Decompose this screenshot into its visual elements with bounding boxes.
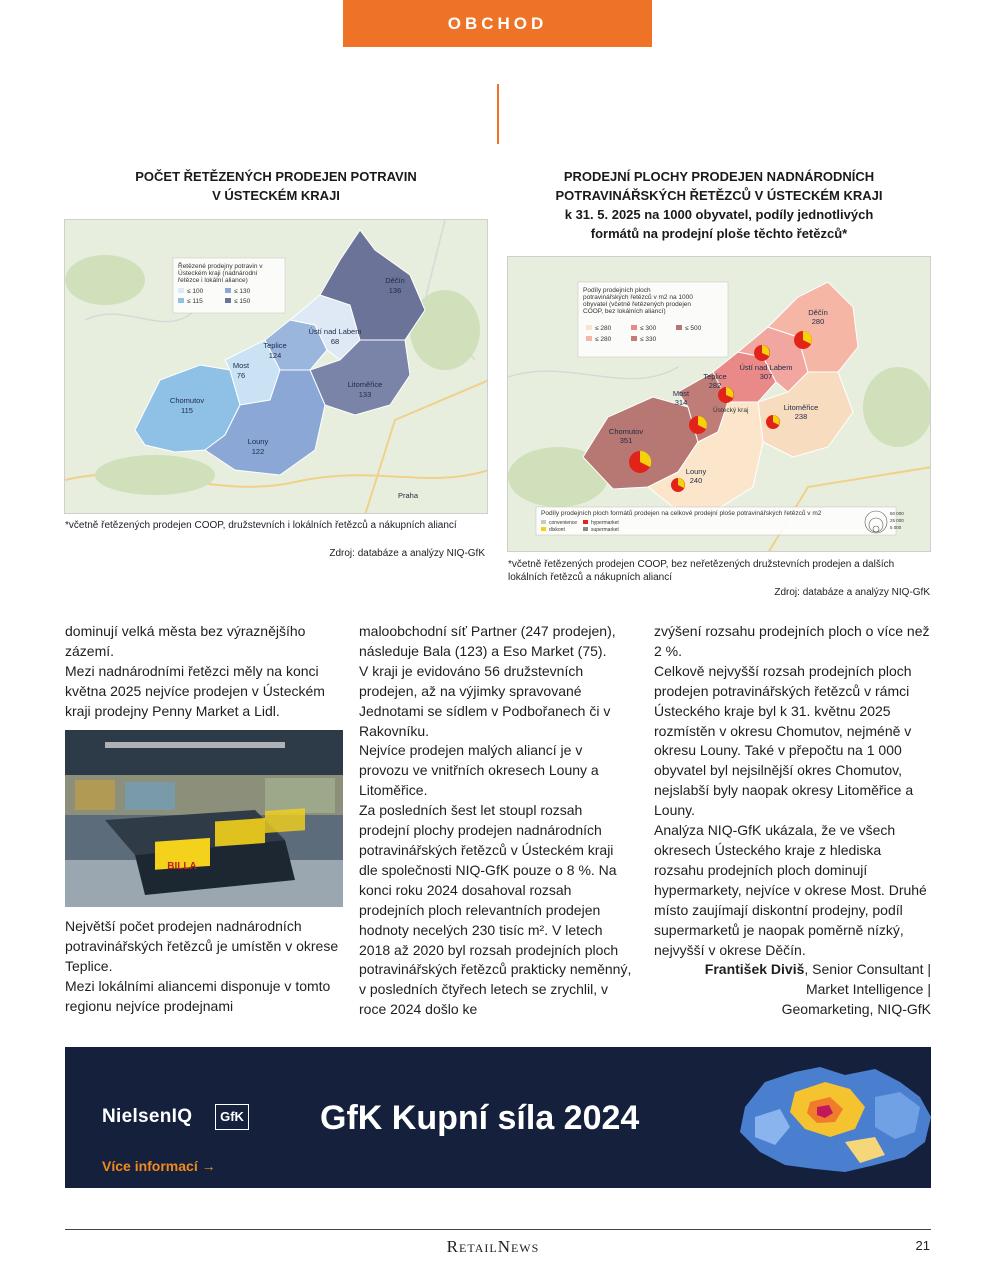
map-right-label-most: Most — [672, 389, 690, 398]
article-col-2: maloobchodní síť Partner (247 prodejen), následuje Bala (123) a Eso Market (75). V kraji je evidováno 56 družstevních prodejen, až na výjimky spravované Jednotami se sídlem v Podbořanech či v Rakovníku. Nejvíce prodejen malých aliancí je v provozu ve vnitřních okresech Louny a Litoměřice. Za posledních šest let stoupl rozsah prodejní plochy prodejen nadnárodních potravinářských řetězců v Ústeckém kraji dle společnosti NIQ-GfK pouze o 8 %. Na konci roku 2024 dosahoval rozsah prodejních ploch relevantních prodejen hodnoty necelých 230 tisíc m². V letech 2018 až 2020 byl rozsah prodejních ploch potravinářských řetězců prakticky neměnný, v posledních čtyřech letech se zrychlil, v roce 2024 došlo ke — [359, 623, 632, 1018]
map-right-value-teplice: 282 — [708, 381, 722, 390]
figure-left-caption: *včetně řetězených prodejen COOP, družstevních i lokálních řetězců a nákupních aliancí — [65, 520, 457, 531]
map-left-legend — [173, 258, 285, 313]
map-right-value-most: 314 — [674, 398, 688, 407]
map-right-label-louny: Louny — [685, 467, 707, 476]
map-right-bottom-legend — [536, 507, 904, 535]
figure-left-source: Zdroj: databáze a analýzy NIQ-GfK — [329, 548, 485, 559]
map-left-value-decin: 136 — [388, 286, 402, 295]
figure-right-caption: *včetně řetězených prodejen COOP, bez neřetězených družstevních prodejen a dalších lokálních řetězců a nákupních aliancí — [508, 559, 895, 583]
footer-magazine-name: RetailNews — [446, 1237, 540, 1256]
author-name: František Diviš — [704, 961, 805, 978]
size-legend-item: 25 000 — [890, 518, 904, 523]
article-col-3 — [654, 622, 931, 1020]
ad-more-link[interactable]: Více informací → — [102, 1158, 216, 1174]
legend-item: ≤ 100 — [187, 288, 204, 295]
legend-item: ≤ 280 — [595, 325, 612, 332]
bottom-legend-item: convenience — [549, 520, 578, 526]
figure-left-title — [65, 167, 487, 205]
map-left-label-chomutov: Chomutov — [169, 396, 205, 405]
legend-title-line: Řetězené prodejny potravin v — [178, 263, 263, 270]
legend-item: ≤ 150 — [234, 298, 251, 305]
map-right-label-litomerice: Litoměřice — [783, 403, 819, 412]
legend-title-line: potravinářských řetězců v m2 na 1000 — [583, 294, 693, 301]
ad-headline: GfK Kupní síla 2024 — [320, 1099, 640, 1137]
article-col-1-top: dominují velká města bez výraznějšího zázemí. Mezi nadnárodními řetězci měly na konci května 2025 nejvíce prodejen v Ústeckém kraji prodejny Penny Market a Lidl. — [65, 623, 325, 719]
size-legend-item: 5 000 — [890, 525, 902, 530]
map-left-label-decin: Děčín — [385, 276, 405, 285]
divider-line — [497, 84, 499, 144]
legend-item: ≤ 130 — [234, 288, 251, 295]
figure-left-title-line: V ÚSTECKÉM KRAJI — [212, 188, 340, 203]
legend-title-line: COOP, bez lokálních aliancí) — [583, 308, 666, 315]
legend-item: ≤ 500 — [685, 325, 702, 332]
store-photo — [65, 730, 343, 907]
figure-right-title — [508, 167, 930, 243]
page-number: 21 — [915, 1238, 930, 1253]
figure-right-title-line: POTRAVINÁŘSKÝCH ŘETĚZCŮ V ÚSTECKÉM KRAJI — [555, 188, 883, 203]
photo-sign: BILLA — [167, 861, 197, 872]
map-right-label-usti: Ústí nad Labem — [739, 363, 793, 372]
legend-item: ≤ 115 — [187, 298, 203, 305]
figure-right-title-line: formátů na prodejní ploše těchto řetězců* — [590, 226, 848, 241]
ad-map-graphic — [725, 1047, 931, 1188]
map-left-label-usti: Ústí nad Labem — [308, 327, 362, 336]
bottom-legend-title: Podíly prodejních ploch formátů prodejen na celkové prodejní ploše potravinářských řetězců v m2 — [541, 510, 822, 517]
article-col-3-text: zvýšení rozsahu prodejních ploch o více než 2 %. Celkově nejvyšší rozsah prodejních ploch prodejen potravinářských řetězců v rámci Ústeckého kraje byl k 31. květnu 2025 rozmístěn v okresu Chomutov, nejméně v okresu Louny. Také v přepočtu na 1 000 obyvatel byl nejsilnější okres Chomutov, nejslabší byly naopak okresy Litoměřice a Louny. Analýza NIQ-GfK ukázala, že ve všech okresech Ústeckého kraje z hlediska rozsahu prodejních ploch dominují hypermarkety, nejvíce v okrese Most. Druhé místo zaujímají diskontní prodejny, podíl supermarketů je naopak poměrně nízký, nejvyšší v okrese Děčín. — [654, 623, 930, 958]
legend-title-line: Ústeckém kraji (nadnárodní — [178, 270, 258, 277]
bottom-legend-item: supermarket — [591, 527, 619, 533]
figure-right-title-line: PRODEJNÍ PLOCHY PRODEJEN NADNÁRODNÍCH — [563, 169, 875, 184]
map-left-value-litomerice: 133 — [358, 390, 372, 399]
legend-item: ≤ 330 — [640, 336, 657, 343]
map-left-label-litomerice: Litoměřice — [347, 380, 383, 389]
bottom-legend-item: diskont — [549, 527, 565, 533]
map-left-city: Praha — [397, 491, 419, 500]
map-left-value-most: 76 — [236, 371, 246, 380]
figure-right-title-line: k 31. 5. 2025 na 1000 obyvatel, podíly jednotlivých — [564, 207, 874, 222]
legend-item: ≤ 280 — [595, 336, 612, 343]
legend-title-line: Podíly prodejních ploch — [583, 287, 651, 294]
figure-right-source: Zdroj: databáze a analýzy NIQ-GfK — [774, 587, 930, 598]
map-left-label-louny: Louny — [247, 437, 269, 446]
legend-item: ≤ 300 — [640, 325, 657, 332]
map-right-label-chomutov: Chomutov — [608, 427, 644, 436]
map-right-value-decin: 280 — [811, 317, 825, 326]
map-left-value-teplice: 124 — [268, 351, 282, 360]
ad-banner[interactable] — [65, 1047, 931, 1188]
map-left-label-teplice: Teplice — [263, 341, 287, 350]
footer-rule — [65, 1229, 931, 1230]
map-left-value-chomutov: 115 — [181, 406, 193, 415]
map-right-value-louny: 240 — [689, 476, 703, 485]
ad-gfk-logo: GfK — [215, 1104, 249, 1130]
legend-title-line: řetězce i lokální aliance) — [178, 277, 248, 284]
map-right-region-label: Ústecký kraj — [713, 407, 749, 414]
map-right-value-litomerice: 238 — [794, 412, 808, 421]
bottom-legend-item: hypermarket — [591, 520, 619, 526]
map-right-label-teplice: Teplice — [703, 372, 727, 381]
map-left-label-most: Most — [232, 361, 250, 370]
map-right-legend — [578, 282, 728, 357]
map-left — [64, 219, 488, 514]
map-left-value-louny: 122 — [251, 447, 265, 456]
map-right-value-chomutov: 351 — [619, 436, 633, 445]
map-right-value-usti: 307 — [759, 372, 773, 381]
size-legend-item: 50 000 — [890, 511, 904, 516]
figure-left-title-line: POČET ŘETĚZENÝCH PRODEJEN POTRAVIN — [135, 169, 417, 184]
author-role-line: Geomarketing, NIQ-GfK — [781, 1001, 931, 1018]
map-right — [507, 256, 931, 552]
legend-title-line: obyvatel (včetně řetězených prodejen — [583, 301, 692, 308]
author-signature — [654, 960, 931, 980]
author-role-line: Market Intelligence | — [805, 981, 931, 998]
article-col-1-bottom: Největší počet prodejen nadnárodních potravinářských řetězců je umístěn v okrese Teplice. Mezi lokálními aliancemi disponuje v tomto regionu nejvíce prodejnami — [65, 918, 339, 1014]
section-tab: OBCHOD — [343, 0, 652, 47]
author-role: , Senior Consultant | — [804, 961, 931, 978]
ad-brand-logo: NielsenIQ — [102, 1106, 193, 1127]
map-left-value-usti: 68 — [330, 337, 340, 346]
map-right-label-decin: Děčín — [808, 308, 828, 317]
